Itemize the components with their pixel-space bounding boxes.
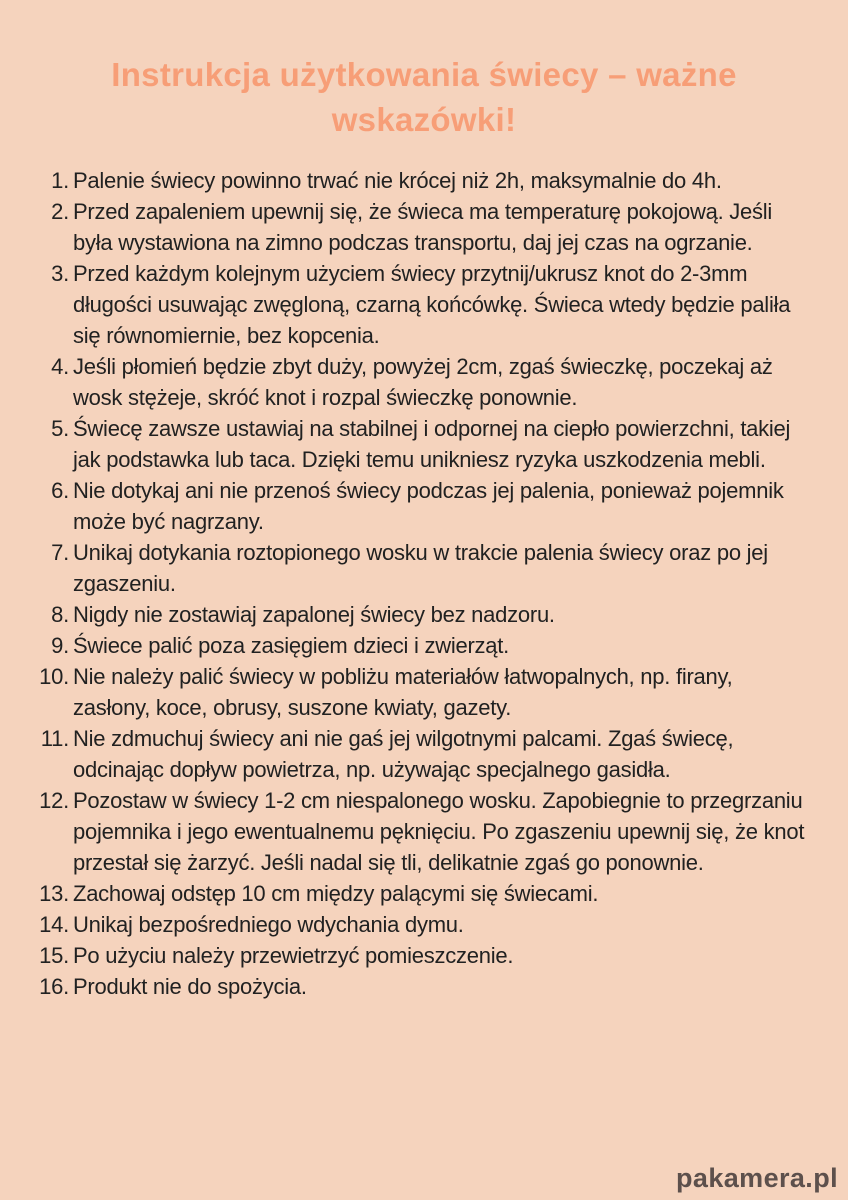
- list-item: Palenie świecy powinno trwać nie krócej niż 2h, maksymalnie do 4h.: [73, 168, 722, 193]
- list-item: Przed zapaleniem upewnij się, że świeca ma temperaturę pokojową. Jeśli była wystawiona na zimno podczas transportu, daj jej czas na ogrzanie.: [73, 199, 773, 255]
- list-item: Nigdy nie zostawiaj zapalonej świecy bez nadzoru.: [73, 602, 555, 627]
- list-item: Nie zdmuchuj świecy ani nie gaś jej wilgotnymi palcami. Zgaś świecę, odcinając dopływ powietrza, np. używając specjalnego gasidła.: [73, 726, 734, 782]
- list-item: Produkt nie do spożycia.: [73, 974, 307, 999]
- list-item: Nie dotykaj ani nie przenoś świecy podczas jej palenia, ponieważ pojemnik może być nagrzany.: [73, 478, 784, 534]
- list-item: Unikaj dotykania roztopionego wosku w trakcie palenia świecy oraz po jej zgaszeniu.: [73, 540, 768, 596]
- list-item: Jeśli płomień będzie zbyt duży, powyżej 2cm, zgaś świeczkę, poczekaj aż wosk stężeje, skróć knot i rozpal świeczkę ponownie.: [73, 354, 773, 410]
- list-item: Przed każdym kolejnym użyciem świecy przytnij/ukrusz knot do 2-3mm długości usuwając zwęgloną, czarną końcówkę. Świeca wtedy będzie paliła się równomiernie, bez kopcenia.: [73, 261, 791, 348]
- list-item: Świecę zawsze ustawiaj na stabilnej i odpornej na ciepło powierzchni, takiej jak podstawka lub taca. Dzięki temu unikniesz ryzyka uszkodzenia mebli.: [73, 416, 791, 472]
- list-item: Unikaj bezpośredniego wdychania dymu.: [73, 912, 464, 937]
- list-item: Zachowaj odstęp 10 cm między palącymi się świecami.: [73, 881, 599, 906]
- page-title: Instrukcja użytkowania świecy – ważne wskazówki!: [111, 56, 737, 138]
- list-item: Świece palić poza zasięgiem dzieci i zwierząt.: [73, 633, 510, 658]
- list-item: Nie należy palić świecy w pobliżu materiałów łatwopalnych, np. firany, zasłony, koce, obrusy, suszone kwiaty, gazety.: [73, 664, 733, 720]
- watermark-logo: pakamera.pl: [676, 1163, 838, 1193]
- list-item: Po użyciu należy przewietrzyć pomieszczenie.: [73, 943, 514, 968]
- list-item: Pozostaw w świecy 1-2 cm niespalonego wosku. Zapobiegnie to przegrzaniu pojemnika i jego ewentualnemu pęknięciu. Po zgaszeniu upewnij się, że knot przestał się żarzyć. Jeśli nadal się tli, delikatnie zgaś go ponownie.: [73, 788, 805, 875]
- instructions-list: [36, 165, 814, 1002]
